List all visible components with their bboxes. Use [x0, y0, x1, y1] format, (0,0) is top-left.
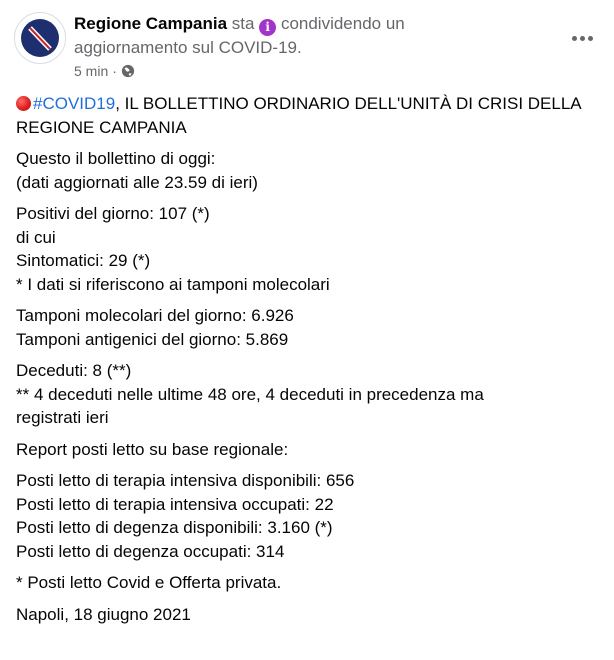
di-cui-line: di cui — [16, 227, 56, 247]
post-body — [16, 92, 602, 634]
more-options-icon — [588, 36, 593, 41]
degenza-disponibili-line: Posti letto di degenza disponibili: 3.160 (*) — [16, 518, 333, 537]
page-avatar[interactable] — [14, 12, 66, 64]
report-line: Report posti letto su base regionale: — [16, 439, 289, 459]
ti-occupati-line: Posti letto di terapia intensiva occupati: 22 — [16, 494, 334, 514]
hashtag-link[interactable]: #COVID19 — [33, 94, 116, 113]
post-author-line — [74, 12, 554, 59]
tamponi-antigenici-line: Tamponi antigenici del giorno: 5.869 — [16, 329, 289, 349]
author-name[interactable]: Regione Campania — [74, 14, 228, 33]
more-options-icon — [572, 36, 577, 41]
report-paragraph — [16, 438, 602, 462]
firma-line: Napoli, 18 giugno 2021 — [16, 604, 191, 624]
intro-line-2: (dati aggiornati alle 23.59 di ieri) — [16, 172, 258, 192]
posti-letto-paragraph — [16, 469, 602, 563]
positivi-paragraph — [16, 202, 602, 296]
nota-tamponi-line: * I dati si riferiscono ai tamponi molecolari — [16, 274, 330, 294]
post-meta — [74, 62, 135, 80]
more-options-button[interactable] — [564, 20, 600, 56]
nota-deceduti-line-2: registrati ieri — [16, 408, 109, 427]
post-timestamp[interactable]: 5 min — [74, 63, 109, 79]
firma-paragraph — [16, 603, 602, 627]
tamponi-molecolari-line: Tamponi molecolari del giorno: 6.926 — [16, 306, 294, 325]
action-text-line2[interactable]: aggiornamento sul COVID-19. — [74, 38, 302, 57]
action-text-post: condividendo un — [280, 14, 405, 33]
tamponi-paragraph — [16, 304, 602, 351]
intro-paragraph — [16, 147, 602, 194]
nota-posti-paragraph — [16, 571, 602, 595]
positivi-line: Positivi del giorno: 107 (*) — [16, 204, 210, 223]
headline-text: , IL BOLLETTINO ORDINARIO DELL'UNITÀ DI CRISI DELLA — [115, 94, 582, 113]
globe-icon[interactable] — [121, 64, 135, 78]
intro-line-1: Questo il bollettino di oggi: — [16, 149, 216, 168]
headline-line-1 — [16, 92, 602, 116]
action-text-pre: sta — [231, 14, 255, 33]
red-circle-icon — [16, 96, 31, 111]
info-icon[interactable]: i — [259, 19, 276, 36]
post-header — [14, 12, 600, 84]
deceduti-line: Deceduti: 8 (**) — [16, 361, 132, 380]
ti-disponibili-line: Posti letto di terapia intensiva disponibili: 656 — [16, 471, 355, 490]
sintomatici-line: Sintomatici: 29 (*) — [16, 251, 151, 270]
degenza-occupati-line: Posti letto di degenza occupati: 314 — [16, 541, 285, 561]
deceduti-paragraph — [16, 359, 602, 430]
more-options-icon — [580, 36, 585, 41]
headline-line-2: REGIONE CAMPANIA — [16, 117, 187, 137]
regione-campania-logo — [15, 13, 65, 63]
nota-deceduti-line-1: ** 4 deceduti nelle ultime 48 ore, 4 deceduti in precedenza ma — [16, 384, 484, 404]
nota-posti-line: * Posti letto Covid e Offerta privata. — [16, 573, 282, 592]
headline-paragraph — [16, 92, 602, 139]
meta-separator: · — [112, 63, 117, 79]
